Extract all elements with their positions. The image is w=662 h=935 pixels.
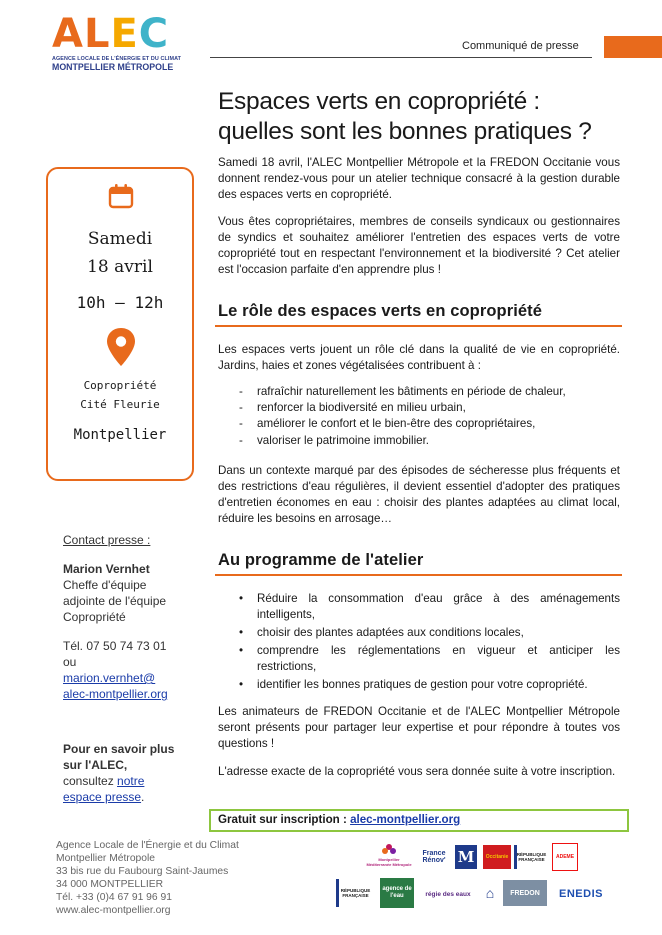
section-heading-role: Le rôle des espaces verts en copropriété	[218, 302, 543, 320]
fredon-logo: FREDON	[503, 880, 547, 906]
agence-eau-logo: agence de l'eau	[380, 878, 414, 908]
contact-or: ou	[63, 655, 77, 669]
footer-line: Tél. +33 (0)4 67 91 96 91	[56, 892, 172, 903]
section-rule-role	[215, 325, 622, 327]
section-rule-program	[215, 574, 622, 576]
logo-metropole: MONTPELLIER MÉTROPOLE	[52, 62, 174, 72]
location-pin-icon	[106, 327, 136, 367]
logo-letter-e: E	[110, 11, 139, 57]
event-day: Samedi	[87, 229, 153, 249]
m-logo: M	[455, 845, 477, 869]
contact-email-line-1: marion.vernhet@	[63, 671, 156, 685]
registration-link[interactable]: alec-montpellier.org	[350, 813, 461, 826]
more-info-prefix: consultez	[63, 774, 118, 788]
program-list	[218, 591, 620, 695]
alec-logo	[52, 11, 182, 84]
republique-francaise-logo-bottom: RÉPUBLIQUE FRANÇAISE	[336, 879, 372, 907]
title-line-1: Espaces verts en copropriété :	[218, 88, 540, 115]
press-space-link-line-1[interactable]: notre	[117, 774, 145, 788]
house-icon: ⌂	[485, 884, 495, 901]
contact-role-line-2: adjointe de l'équipe	[63, 594, 167, 608]
contact-phone: Tél. 07 50 74 73 01	[63, 639, 167, 653]
region-occitanie-logo: Occitanie	[483, 845, 511, 869]
footer-line: Montpellier Métropole	[56, 853, 156, 864]
contact-name: Marion Vernhet	[63, 562, 150, 576]
contact-email-link[interactable]	[63, 670, 193, 702]
list-item: • Réduire la consommation d'eau grâce à des aménagements intelligents,	[218, 591, 620, 623]
contact-block	[63, 561, 193, 625]
header-accent-block	[604, 36, 662, 58]
contact-role-line-3: Copropriété	[63, 610, 126, 624]
contact-role-line-1: Cheffe d'équipe	[63, 578, 147, 592]
registration-label: Gratuit sur inscription :	[218, 813, 351, 826]
logo-letters	[52, 11, 182, 57]
list-item: - améliorer le confort et le bien-être des copropriétaires,	[218, 416, 620, 432]
calendar-icon	[108, 183, 134, 209]
regie-eaux-logo: régie des eaux	[425, 890, 471, 898]
event-info-box	[46, 167, 194, 481]
logo-letter-a: A	[52, 11, 84, 57]
list-item: • identifier les bonnes pratiques de gestion pour votre copropriété.	[218, 677, 620, 693]
page-title	[218, 87, 638, 147]
list-item: - valoriser le patrimoine immobilier.	[218, 433, 620, 449]
event-place-line-1: Copropriété	[83, 379, 157, 392]
list-item: • choisir des plantes adaptées aux conditions locales,	[218, 625, 620, 641]
flower-icon	[381, 843, 397, 857]
enedis-logo: ENEDIS	[559, 887, 603, 900]
ademe-logo: ADEME	[552, 843, 578, 871]
logo-letter-c: C	[138, 11, 170, 57]
republique-francaise-logo-top: RÉPUBLIQUE FRANÇAISE	[514, 845, 546, 869]
event-date: 18 avril	[87, 257, 153, 277]
section2-paragraph-1: Les animateurs de FREDON Occitanie et de l'ALEC Montpellier Métropole seront présents pour partager leur expertise et pour répondre à toutes vos questions !	[218, 705, 620, 750]
list-item: - rafraîchir naturellement les bâtiments en période de chaleur,	[218, 384, 620, 400]
contact-email-line-2: alec-montpellier.org	[63, 687, 168, 701]
more-info-line-1: Pour en savoir plus	[63, 742, 175, 756]
press-space-link-line-2[interactable]: espace presse	[63, 790, 142, 804]
montpellier-metropole-logo: Montpellier Méditerranée Métropole	[366, 840, 412, 870]
event-city: Montpellier	[73, 427, 167, 443]
header-rule	[210, 57, 592, 58]
section1-intro: Les espaces verts jouent un rôle clé dans la qualité de vie en copropriété. Jardins, haies et zones végétalisées contribuent à :	[218, 343, 620, 372]
registration-banner	[209, 809, 629, 832]
title-line-2: quelles sont les bonnes pratiques ?	[218, 118, 592, 145]
logo-letter-l: L	[83, 11, 111, 57]
section2-paragraph-2: L'adresse exacte de la copropriété vous sera donnée suite à votre inscription.	[218, 765, 616, 778]
section-heading-program: Au programme de l'atelier	[218, 551, 424, 569]
intro-paragraph-2: Vous êtes copropriétaires, membres de conseils syndicaux ou gestionnaires de syndics et souhaitez améliorer l'entretien des espaces verts de votre copropriété tout en respectant l'environnement et la biodiversité ? Cet atelier est l'occasion parfaite d'en apprendre plus !	[218, 215, 620, 276]
more-info-suffix: .	[141, 790, 145, 804]
list-item: - renforcer la biodiversité en milieu urbain,	[218, 400, 620, 416]
list-item: • comprendre les réglementations en vigueur et anticiper les restrictions,	[218, 643, 620, 675]
france-renov-logo: France Rénov'	[422, 850, 446, 864]
footer-address	[56, 839, 239, 917]
footer-line: www.alec-montpellier.org	[56, 905, 171, 916]
event-time: 10h – 12h	[76, 293, 164, 312]
footer-line: 33 bis rue du Faubourg Saint-Jaumes	[56, 866, 229, 877]
event-place-line-2: Cité Fleurie	[80, 398, 160, 411]
footer-line: 34 000 MONTPELLIER	[56, 879, 164, 890]
footer-line: Agence Locale de l'Énergie et du Climat	[56, 840, 239, 851]
more-info-block	[63, 741, 193, 805]
section1-benefits-list	[218, 384, 620, 449]
press-release-label: Communiqué de presse	[462, 40, 579, 52]
section1-outro: Dans un contexte marqué par des épisodes de sécheresse plus fréquents et des restrictions d'eau régulières, il devient essentiel d'adopter des pratiques d'entretien économes en eau : choisir des plantes adaptées au climat local, réduire les besoins en arrosage…	[218, 464, 620, 525]
contact-heading: Contact presse :	[63, 533, 151, 547]
logo-subtitle: AGENCE LOCALE DE L'ÉNERGIE ET DU CLIMAT	[52, 56, 182, 62]
more-info-line-2: sur l'ALEC,	[63, 758, 128, 772]
contact-details	[63, 638, 193, 702]
intro-paragraph-1: Samedi 18 avril, l'ALEC Montpellier Métropole et la FREDON Occitanie vous donnent rendez-vous pour un atelier technique consacré à la gestion durable des espaces verts en copropriété.	[218, 156, 620, 201]
